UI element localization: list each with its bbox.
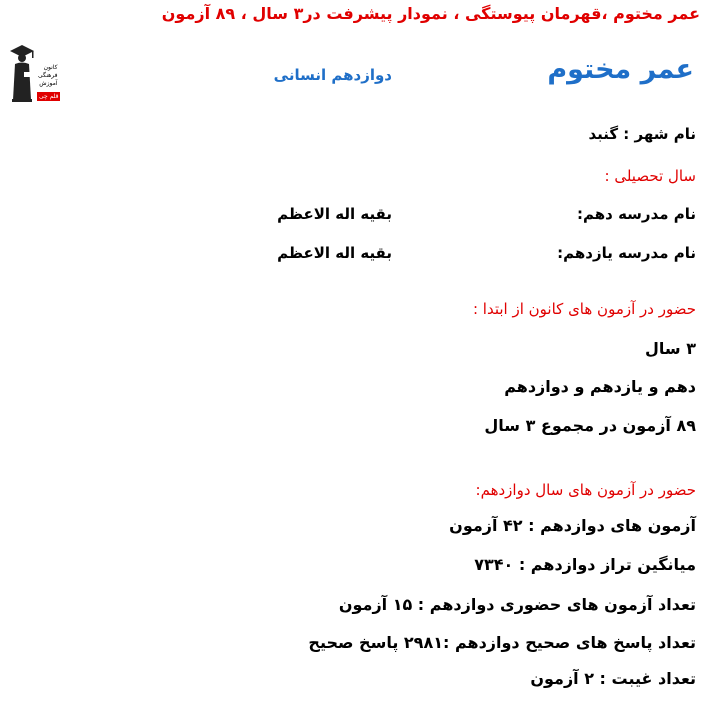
- academic-year-label: سال تحصیلی :: [604, 167, 696, 185]
- exams-12: آزمون های دوازدهم : ۴۲ آزمون: [449, 516, 696, 535]
- attendance-12-heading: حضور در آزمون های سال دوازدهم:: [475, 481, 696, 499]
- correct-answers-12: تعداد پاسخ های صحیح دوازدهم :۲۹۸۱ پاسخ صحیح: [308, 633, 696, 652]
- in-person-12: تعداد آزمون های حضوری دوازدهم : ۱۵ آزمون: [338, 595, 696, 614]
- attendance-years: ۳ سال: [645, 339, 696, 358]
- attendance-all-heading: حضور در آزمون های کانون از ابتدا :: [472, 300, 696, 318]
- school-11-value: بقیه اله الاعظم: [277, 244, 392, 262]
- school-10-label: نام مدرسه دهم:: [577, 205, 696, 223]
- avg-taraz-12: میانگین تراز دوازدهم : ۷۳۴۰: [474, 555, 696, 574]
- logo-badge: قلم چی: [39, 93, 59, 100]
- attendance-grades: دهم و یازدهم و دوازدهم: [504, 377, 696, 396]
- student-grade: دوازدهم انسانی: [273, 66, 392, 84]
- page-headline: عمر مختوم ،قهرمان پیوستگی ، نمودار پیشرفت در۳ سال ، ۸۹ آزمون: [161, 4, 700, 23]
- student-name: عمر مختوم: [547, 54, 694, 85]
- city-line: نام شهر : گنبد: [588, 125, 696, 143]
- kanoon-logo: [8, 42, 60, 108]
- logo-text: کانون فرهنگی آموزش: [38, 64, 58, 87]
- absences-12: تعداد غیبت : ۲ آزمون: [530, 669, 696, 688]
- school-11-label: نام مدرسه یازدهم:: [557, 244, 696, 262]
- attendance-total: ۸۹ آزمون در مجموع ۳ سال: [484, 416, 696, 435]
- school-10-value: بقیه اله الاعظم: [277, 205, 392, 223]
